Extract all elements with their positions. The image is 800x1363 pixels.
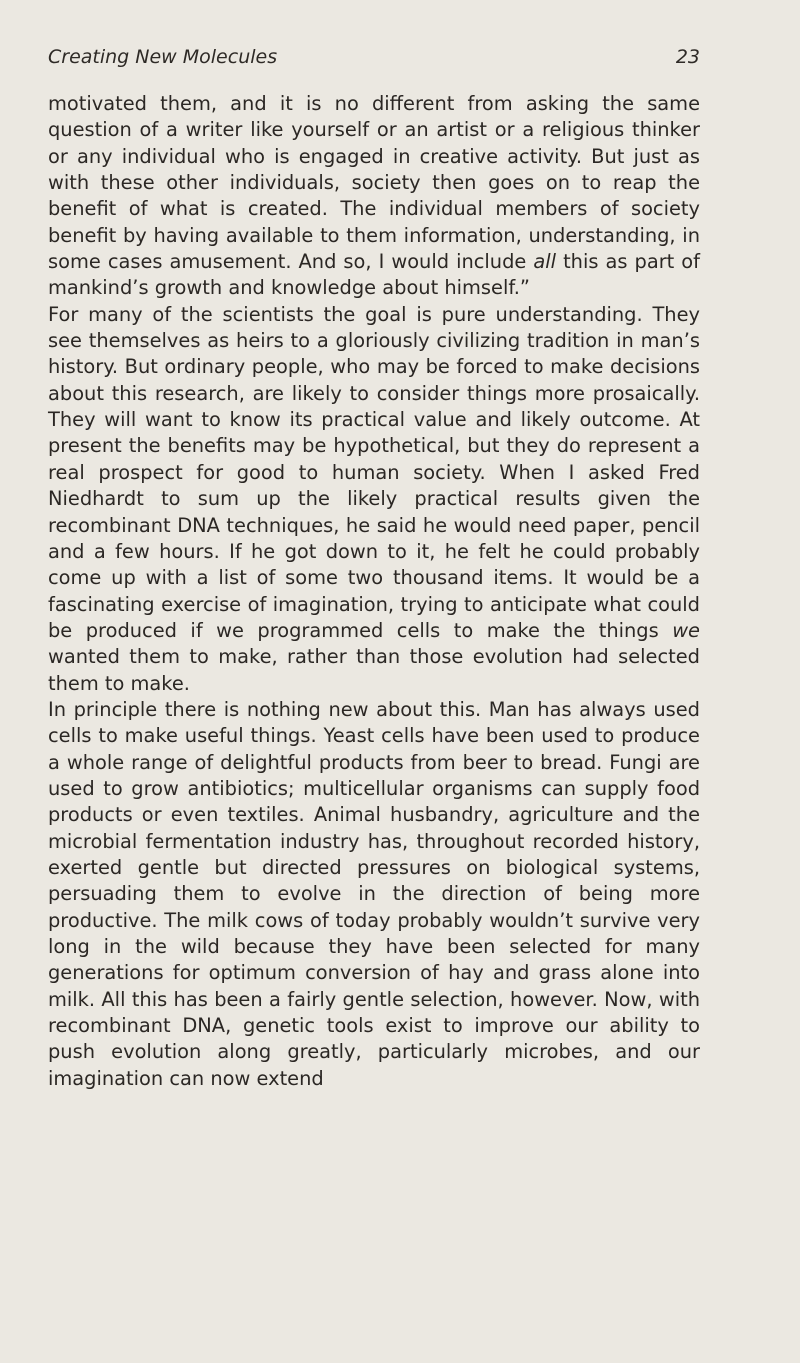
paragraph <box>48 91 700 302</box>
body-text <box>48 91 700 1092</box>
text-run: In principle there is nothing new about this. Man has always used cells to make useful things. Yeast cells have been used to produce a whole range of delightful products from beer to bread. Fungi are used to grow antibiotics; multicellular organisms can supply food products or even textiles. Animal husbandry, agriculture and the microbial fermentation industry has, throughout recorded history, exerted gentle but directed pressures on biological systems, persuading them to evolve in the direction of being more productive. The milk cows of today probably wouldn’t survive very long in the wild because they have been selected for many generations for optimum conversion of hay and grass alone into milk. All this has been a fairly gentle selection, however. Now, with recombinant DNA, genetic tools exist to improve our ability to push evolution along greatly, particularly microbes, and our imagination can now extend <box>48 697 700 1090</box>
chapter-title: Creating New Molecules <box>48 46 278 68</box>
text-run: wanted them to make, rather than those evolution had selected them to make. <box>48 645 700 695</box>
page-number: 23 <box>675 46 700 68</box>
text-run: this as part of mankind’s growth and knowledge about himself.” <box>48 250 700 300</box>
running-head <box>48 46 700 78</box>
text-run: For many of the scientists the goal is pure understanding. They see themselves as heirs to a gloriously civilizing tradition in man’s history. But ordinary people, who may be forced to make decisions about this research, are likely to consider things more prosaically. They will want to know its practical value and likely outcome. At present the benefits may be hypothetical, but they do represent a real prospect for good to human society. When I asked Fred Niedhardt to sum up the likely practical results given the recombinant DNA techniques, he said he would need paper, pencil and a few hours. If he got down to it, he felt he could probably come up with a list of some two thousand items. It would be a fascinating exercise of imagination, trying to anticipate what could be produced if we programmed cells to make the things <box>48 302 700 642</box>
emphasis: we <box>672 618 700 642</box>
emphasis: all <box>533 250 557 274</box>
paragraph <box>48 302 700 697</box>
paragraph <box>48 697 700 1092</box>
text-run: motivated them, and it is no different from asking the same question of a writer like yourself or an artist or a religious thinker or any individual who is engaged in creative activity. But just as with these other individuals, society then goes on to reap the benefit of what is created. The individual members of society benefit by having available to them information, understanding, in some cases amusement. And so, I would include <box>48 92 700 274</box>
